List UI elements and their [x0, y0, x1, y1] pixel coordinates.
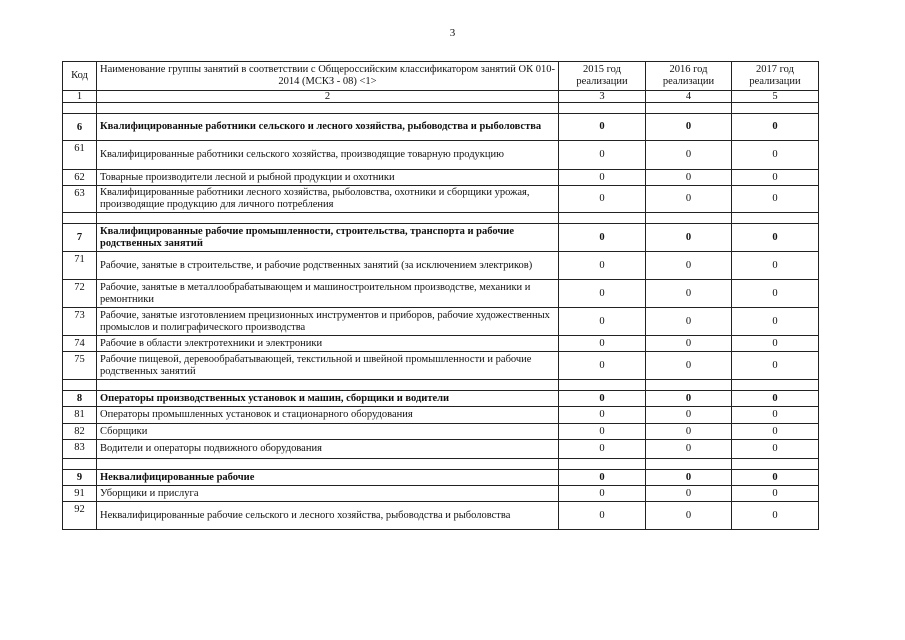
value-2015: 0 — [559, 224, 646, 252]
value-2016: 0 — [646, 170, 732, 186]
value-2015: 0 — [559, 352, 646, 380]
group-row — [63, 470, 819, 486]
row-code: 75 — [63, 352, 97, 380]
table-row — [63, 186, 819, 213]
empty-cell — [559, 213, 646, 224]
value-2016: 0 — [646, 502, 732, 530]
empty-cell — [63, 380, 97, 391]
page-number: 3 — [449, 27, 456, 39]
empty-cell — [732, 459, 819, 470]
value-2015: 0 — [559, 114, 646, 141]
header-2016: 2016 год реализации — [646, 62, 732, 91]
row-code: 83 — [63, 440, 97, 459]
value-2015: 0 — [559, 440, 646, 459]
value-2015: 0 — [559, 502, 646, 530]
row-name: Сборщики — [97, 424, 559, 440]
value-2017: 0 — [732, 114, 819, 141]
table-row — [63, 280, 819, 308]
column-number: 2 — [97, 91, 559, 103]
value-2015: 0 — [559, 186, 646, 213]
value-2017: 0 — [732, 502, 819, 530]
value-2017: 0 — [732, 141, 819, 170]
empty-cell — [97, 459, 559, 470]
row-name: Операторы производственных установок и машин, сборщики и водители — [97, 391, 559, 407]
row-name: Неквалифицированные рабочие сельского и лесного хозяйства, рыбоводства и рыболовства — [97, 502, 559, 530]
spacer-row — [63, 103, 819, 114]
value-2017: 0 — [732, 440, 819, 459]
value-2015: 0 — [559, 336, 646, 352]
row-code: 6 — [63, 114, 97, 141]
value-2015: 0 — [559, 252, 646, 280]
row-name: Операторы промышленных установок и стационарного оборудования — [97, 407, 559, 424]
table-body — [63, 103, 819, 530]
empty-cell — [732, 103, 819, 114]
empty-cell — [97, 213, 559, 224]
table-row — [63, 352, 819, 380]
value-2015: 0 — [559, 391, 646, 407]
value-2017: 0 — [732, 424, 819, 440]
value-2016: 0 — [646, 440, 732, 459]
row-name: Квалифицированные работники сельского и лесного хозяйства, рыбоводства и рыболовства — [97, 114, 559, 141]
occupation-table — [62, 61, 819, 530]
column-number: 5 — [732, 91, 819, 103]
value-2017: 0 — [732, 336, 819, 352]
value-2016: 0 — [646, 391, 732, 407]
value-2017: 0 — [732, 391, 819, 407]
row-code: 74 — [63, 336, 97, 352]
table-row — [63, 407, 819, 424]
table-row — [63, 424, 819, 440]
value-2017: 0 — [732, 407, 819, 424]
value-2016: 0 — [646, 336, 732, 352]
value-2017: 0 — [732, 280, 819, 308]
row-code: 7 — [63, 224, 97, 252]
empty-cell — [559, 459, 646, 470]
value-2015: 0 — [559, 486, 646, 502]
row-name: Рабочие, занятые изготовлением прецизионных инструментов и приборов, рабочие художественных промыслов и полиграфического производства — [97, 308, 559, 336]
row-name: Квалифицированные работники лесного хозяйства, рыболовства, охотники и сборщики урожая, производящие продукцию для личного потребления — [97, 186, 559, 213]
spacer-row — [63, 380, 819, 391]
value-2016: 0 — [646, 280, 732, 308]
table-header-row — [63, 62, 819, 91]
header-2015: 2015 год реализации — [559, 62, 646, 91]
value-2015: 0 — [559, 407, 646, 424]
empty-cell — [97, 103, 559, 114]
empty-cell — [732, 380, 819, 391]
table-row — [63, 170, 819, 186]
table-row — [63, 502, 819, 530]
row-name: Уборщики и прислуга — [97, 486, 559, 502]
value-2016: 0 — [646, 407, 732, 424]
row-code: 9 — [63, 470, 97, 486]
header-name: Наименование группы занятий в соответствии с Общероссийским классификатором занятий ОК 010-2014 (МСКЗ - 08) <1> — [97, 62, 559, 91]
empty-cell — [97, 380, 559, 391]
row-code: 72 — [63, 280, 97, 308]
value-2016: 0 — [646, 308, 732, 336]
group-row — [63, 224, 819, 252]
row-code: 73 — [63, 308, 97, 336]
empty-cell — [559, 380, 646, 391]
row-name: Квалифицированные работники сельского хозяйства, производящие товарную продукцию — [97, 141, 559, 170]
row-name: Неквалифицированные рабочие — [97, 470, 559, 486]
table-row — [63, 486, 819, 502]
value-2016: 0 — [646, 224, 732, 252]
row-code: 71 — [63, 252, 97, 280]
value-2017: 0 — [732, 308, 819, 336]
empty-cell — [646, 380, 732, 391]
value-2015: 0 — [559, 308, 646, 336]
table-row — [63, 252, 819, 280]
empty-cell — [646, 459, 732, 470]
header-code: Код — [63, 62, 97, 91]
value-2016: 0 — [646, 352, 732, 380]
column-number: 4 — [646, 91, 732, 103]
row-code: 61 — [63, 141, 97, 170]
header-2017: 2017 год реализации — [732, 62, 819, 91]
row-code: 81 — [63, 407, 97, 424]
table-row — [63, 440, 819, 459]
value-2016: 0 — [646, 252, 732, 280]
row-name: Товарные производители лесной и рыбной продукции и охотники — [97, 170, 559, 186]
column-number: 3 — [559, 91, 646, 103]
value-2017: 0 — [732, 224, 819, 252]
empty-cell — [63, 213, 97, 224]
spacer-row — [63, 459, 819, 470]
value-2017: 0 — [732, 470, 819, 486]
row-name: Рабочие в области электротехники и электроники — [97, 336, 559, 352]
row-name: Квалифицированные рабочие промышленности, строительства, транспорта и рабочие родственных занятий — [97, 224, 559, 252]
value-2017: 0 — [732, 486, 819, 502]
value-2017: 0 — [732, 170, 819, 186]
column-number: 1 — [63, 91, 97, 103]
value-2016: 0 — [646, 424, 732, 440]
empty-cell — [646, 103, 732, 114]
empty-cell — [646, 213, 732, 224]
row-name: Рабочие, занятые в металлообрабатывающем и машиностроительном производстве, механики и ремонтники — [97, 280, 559, 308]
row-code: 63 — [63, 186, 97, 213]
value-2017: 0 — [732, 252, 819, 280]
value-2017: 0 — [732, 352, 819, 380]
value-2015: 0 — [559, 170, 646, 186]
row-code: 82 — [63, 424, 97, 440]
value-2015: 0 — [559, 141, 646, 170]
column-number-row — [63, 91, 819, 103]
spacer-row — [63, 213, 819, 224]
empty-cell — [559, 103, 646, 114]
empty-cell — [63, 103, 97, 114]
row-code: 8 — [63, 391, 97, 407]
value-2015: 0 — [559, 280, 646, 308]
value-2015: 0 — [559, 470, 646, 486]
table-row — [63, 336, 819, 352]
row-code: 62 — [63, 170, 97, 186]
empty-cell — [732, 213, 819, 224]
row-name: Рабочие пищевой, деревообрабатывающей, текстильной и швейной промышленности и рабочие родственных занятий — [97, 352, 559, 380]
value-2015: 0 — [559, 424, 646, 440]
value-2016: 0 — [646, 470, 732, 486]
row-name: Рабочие, занятые в строительстве, и рабочие родственных занятий (за исключением электриков) — [97, 252, 559, 280]
row-code: 91 — [63, 486, 97, 502]
group-row — [63, 114, 819, 141]
row-name: Водители и операторы подвижного оборудования — [97, 440, 559, 459]
table-row — [63, 141, 819, 170]
empty-cell — [63, 459, 97, 470]
group-row — [63, 391, 819, 407]
value-2016: 0 — [646, 114, 732, 141]
table-row — [63, 308, 819, 336]
value-2016: 0 — [646, 486, 732, 502]
value-2017: 0 — [732, 186, 819, 213]
row-code: 92 — [63, 502, 97, 530]
value-2016: 0 — [646, 141, 732, 170]
value-2016: 0 — [646, 186, 732, 213]
